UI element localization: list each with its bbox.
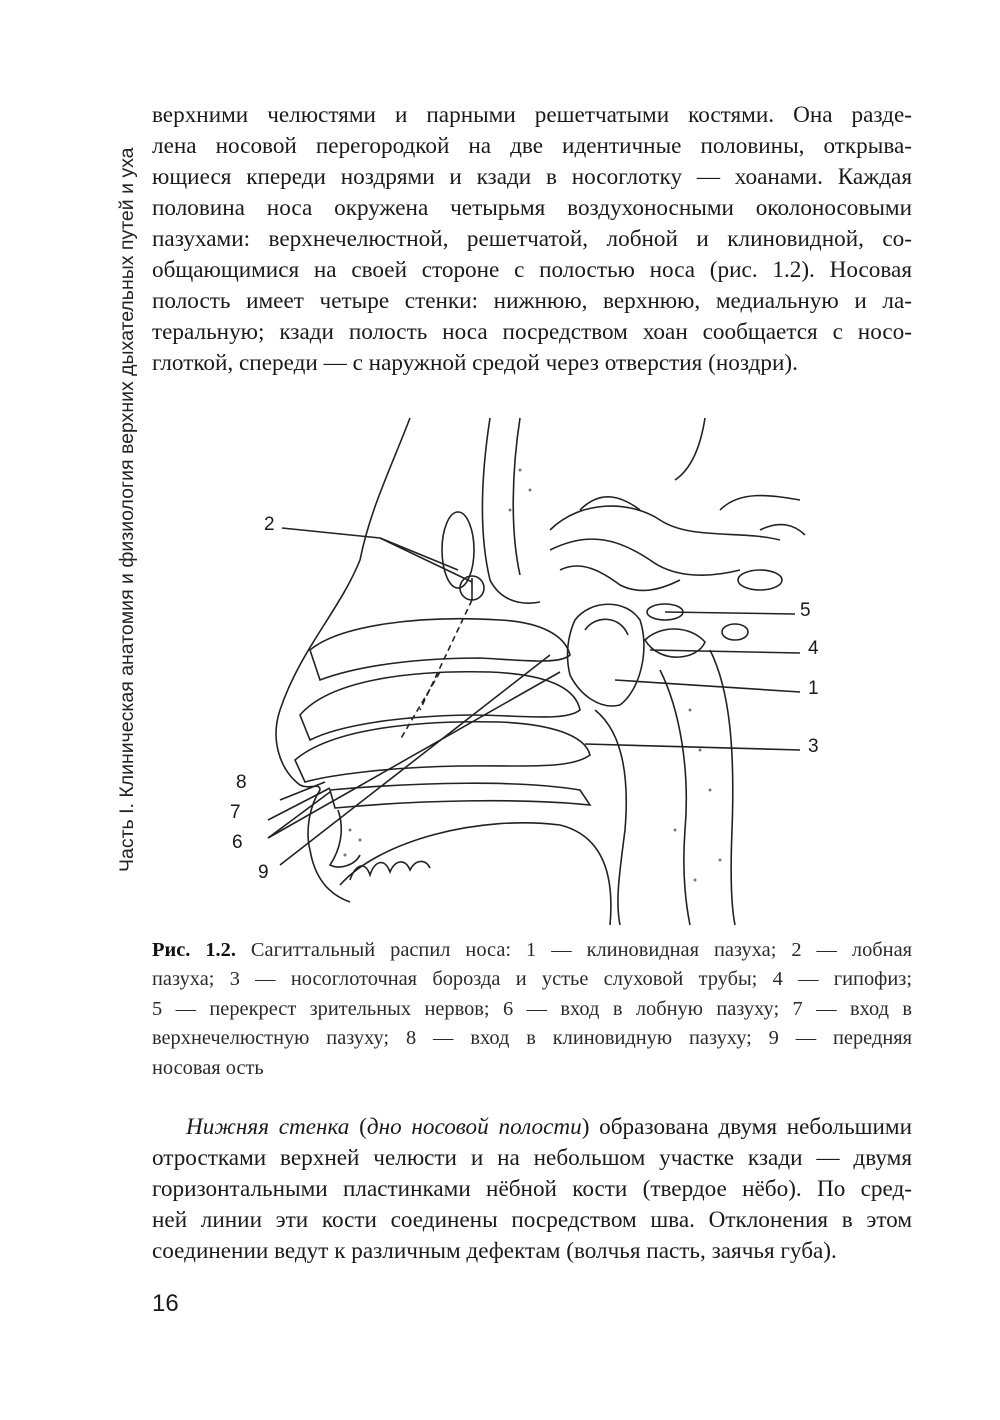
- figure-label-4: 4: [808, 638, 819, 659]
- sagittal-nose-figure: [220, 410, 819, 930]
- italic-term: Нижняя стенка: [186, 1114, 350, 1140]
- figure-caption: [152, 936, 912, 1083]
- text-line: лена носовой перегородкой на две идентичные половины, открыва-: [152, 133, 912, 159]
- text-line: половина носа окружена четырьмя воздухоносными околоносовыми: [152, 195, 912, 221]
- caption-line: пазуха; 3 — носоглоточная борозда и устье слуховой трубы; 4 — гипофиз;: [152, 968, 912, 991]
- italic-term: дно носовой полости: [366, 1114, 582, 1140]
- text-line: теральную; кзади полость носа посредством хоан сообщается с носо-: [152, 319, 912, 345]
- text-line: верхними челюстями и парными решетчатыми костями. Она разде-: [152, 102, 912, 128]
- figure-label-1: 1: [808, 678, 819, 699]
- top-paragraph: [152, 100, 912, 379]
- text-line: соединении ведут к различным дефектам (волчья пасть, заячья губа).: [152, 1238, 837, 1264]
- text-fragment: (: [349, 1114, 367, 1140]
- figure-label-9: 9: [258, 862, 269, 883]
- figure-label-3: 3: [808, 736, 819, 757]
- figure-label-6: 6: [232, 832, 243, 853]
- text-line: горизонтальными пластинками нёбной кости (твердое нёбо). По сред-: [152, 1176, 912, 1202]
- figure-label-2: 2: [264, 514, 275, 535]
- page-number: 16: [152, 1290, 179, 1317]
- caption-text: Сагиттальный распил носа: 1 — клиновидная пазуха; 2 — лобная: [235, 939, 913, 961]
- figure-label-8: 8: [236, 772, 247, 793]
- text-line: ней линии эти кости соединены посредством шва. Отклонения в этом: [152, 1207, 912, 1233]
- anatomy-illustration: [220, 410, 810, 930]
- text-line: ющиеся кпереди ноздрями и кзади в носоглотку — хоанами. Каждая: [152, 164, 912, 190]
- text-line: полость имеет четыре стенки: нижнюю, верхнюю, медиальную и ла-: [152, 288, 912, 314]
- figure-label-7: 7: [230, 802, 241, 823]
- caption-figure-number: Рис. 1.2.: [152, 939, 236, 961]
- text-line: пазухами: верхнечелюстной, решетчатой, лобной и клиновидной, со-: [152, 226, 912, 252]
- figure-label-5: 5: [800, 600, 811, 621]
- caption-line: носовая ость: [152, 1056, 264, 1079]
- caption-line: верхнечелюстную пазуху; 8 — вход в клиновидную пазуху; 9 — передняя: [152, 1027, 912, 1050]
- bottom-paragraph: [152, 1112, 912, 1267]
- caption-line: 5 — перекрест зрительных нервов; 6 — вход в лобную пазуху; 7 — вход в: [152, 997, 912, 1020]
- text-line: глоткой, спереди — с наружной средой через отверстия (ноздри).: [152, 350, 798, 376]
- text-fragment: ) образована двумя небольшими: [581, 1114, 912, 1140]
- running-header: Часть I. Клиническая анатомия и физиология верхних дыхательных путей и уха: [116, 147, 138, 872]
- text-line: отростками верхней челюсти и на небольшом участке кзади — двумя: [152, 1145, 912, 1171]
- text-line: общающимися на своей стороне с полостью носа (рис. 1.2). Носовая: [152, 257, 912, 283]
